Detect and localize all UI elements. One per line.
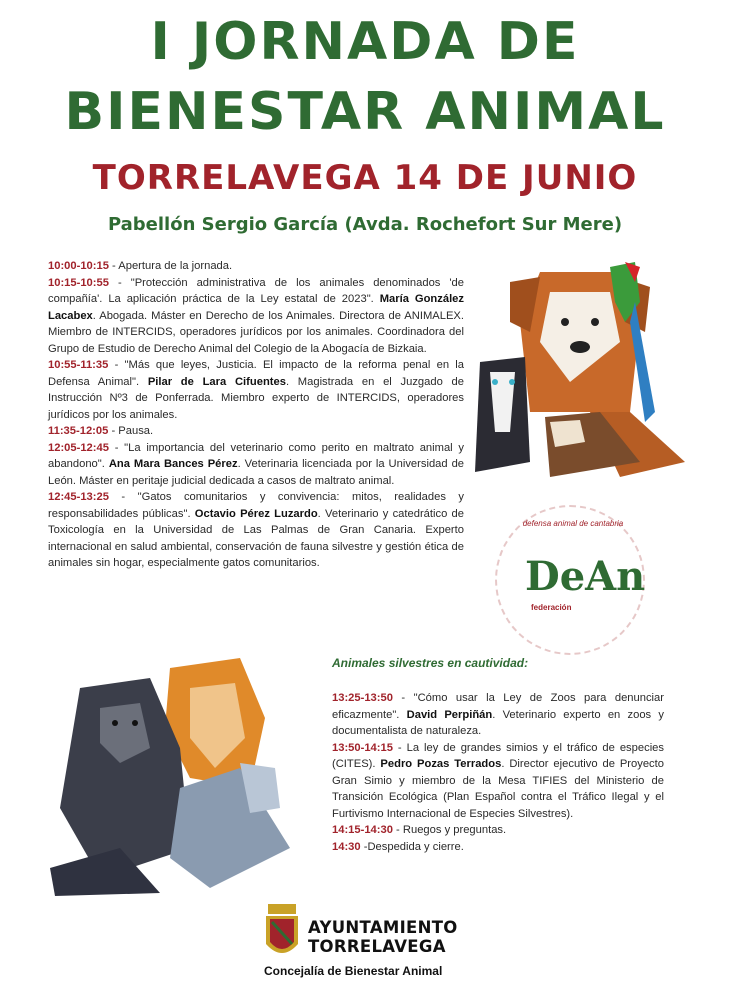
title-line-2: BIENESTAR ANIMAL xyxy=(64,82,666,142)
venue: Pabellón Sergio García (Avda. Rochefort Sur Mere) xyxy=(107,214,623,235)
program-text: -Despedida y cierre. xyxy=(360,840,464,853)
program-time: 10:55-11:35 xyxy=(48,359,109,371)
program-text: - "Protección administrativa de los animales denominados 'de compañía'. La aplicación práctica de la Ley estatal de 2023". xyxy=(48,276,464,305)
program-details: . Director ejecutivo de Proyecto Gran Simio y miembro de la Mesa TIFIES del Ministerio de Transición Ecológica (Plan Español contra el Tráfico Ilegal y el Furtivismo Internacional de Especies Silvestres). xyxy=(332,758,664,820)
program-time: 13:50-14:15 xyxy=(332,741,393,754)
program-text: - Ruegos y preguntas. xyxy=(392,824,507,836)
program-speaker: Octavio Pérez Luzardo xyxy=(194,507,318,520)
title-line-1: I JORNADA DE xyxy=(150,12,580,72)
program-time: 13:25-13:50 xyxy=(332,692,393,704)
footer-line-2: TORRELAVEGA xyxy=(308,937,446,956)
program-item xyxy=(332,690,664,740)
program-text: - Apertura de la jornada. xyxy=(108,260,233,272)
coat-of-arms-icon xyxy=(262,904,302,964)
program-item xyxy=(332,740,664,823)
dean-federation-logo xyxy=(495,505,645,655)
program-item xyxy=(48,357,464,423)
program-item xyxy=(48,423,464,440)
logo-letters: DeAn xyxy=(525,553,646,600)
program-text: - La ley de grandes simios y el tráfico de especies (CITES). xyxy=(332,741,664,770)
program-time: 10:00-10:15 xyxy=(48,260,109,272)
program-text: - Pausa. xyxy=(108,425,154,437)
program-details: . Veterinario y catedrático de Toxicología en la Universidad de Las Palmas de Gran Canaria. Experto internacional en salud ambiental, conservación de fauna silvestre y gestión ética de animales sin hogar, especialmente gatos comunitarios. xyxy=(48,507,464,569)
program-speaker: Pedro Pozas Terrados xyxy=(380,758,502,770)
program-details: . Veterinario experto en zoos y documentalista de naturaleza. xyxy=(332,708,664,737)
program-item xyxy=(48,489,464,572)
program-details: . Abogada. Máster en Derecho de los Animales. Directora de ANIMALEX. Miembro de INTERCIDS, operadores jurídicos por los animales. Coordinadora del Grupo de Estudio de Derecho Animal del Colegio de la Abogacía de Bizkaia. xyxy=(48,309,464,355)
program-details: . Veterinaria licenciada por la Universidad de León. Máster en peritaje judicial dedicada a casos de maltrato animal. xyxy=(48,458,465,487)
program-time: 12:05-12:45 xyxy=(48,441,109,454)
logo-federation-text: federación xyxy=(531,603,572,612)
program-details: . Magistrada en el Juzgado de Instrucción Nº3 de Ponferrada. Miembro experto de INTERCIDS, operadores jurídicos por los animales. xyxy=(48,375,464,421)
program-speaker: David Perpiñán xyxy=(406,708,493,721)
footer-city-council xyxy=(262,904,482,990)
program-speaker: María González Lacabex xyxy=(48,293,464,322)
footer-department: Concejalía de Bienestar Animal xyxy=(264,964,443,978)
pets-illustration xyxy=(470,262,700,492)
program-item xyxy=(332,839,664,856)
program-speaker: Ana Mara Bances Pérez xyxy=(108,458,238,470)
program-time: 14:30 xyxy=(332,840,361,853)
program-item xyxy=(48,258,464,275)
footer-line-1: AYUNTAMIENTO xyxy=(308,918,458,937)
program-afternoon xyxy=(332,690,664,855)
program-text: - "Gatos comunitarios y convivencia: mitos, realidades y responsabilidades públicas". xyxy=(48,491,464,520)
program-speaker: Pilar de Lara Cifuentes xyxy=(147,375,286,388)
program-time: 10:15-10:55 xyxy=(48,276,109,289)
program-text: - "La importancia del veterinario como perito en maltrato animal y abandono". xyxy=(48,441,464,470)
program-morning xyxy=(48,258,464,572)
wildlife-illustration xyxy=(40,648,320,898)
program-item xyxy=(332,822,664,839)
program-time: 11:35-12:05 xyxy=(48,425,109,437)
program-text: - "Más que leyes, Justicia. El impacto de la reforma penal en la Defensa Animal". xyxy=(48,359,464,388)
program-time: 12:45-13:25 xyxy=(48,491,109,503)
logo-arc-text: defensa animal de cantabria xyxy=(522,519,624,528)
program-time: 14:15-14:30 xyxy=(332,824,393,836)
program-item xyxy=(48,440,464,490)
program-text: - "Cómo usar la Ley de Zoos para denunciar eficazmente". xyxy=(332,692,664,721)
section-wild-animals-heading: Animales silvestres en cautividad: xyxy=(332,656,529,670)
event-date-subtitle: TORRELAVEGA 14 DE JUNIO xyxy=(92,158,638,198)
program-item xyxy=(48,275,464,358)
